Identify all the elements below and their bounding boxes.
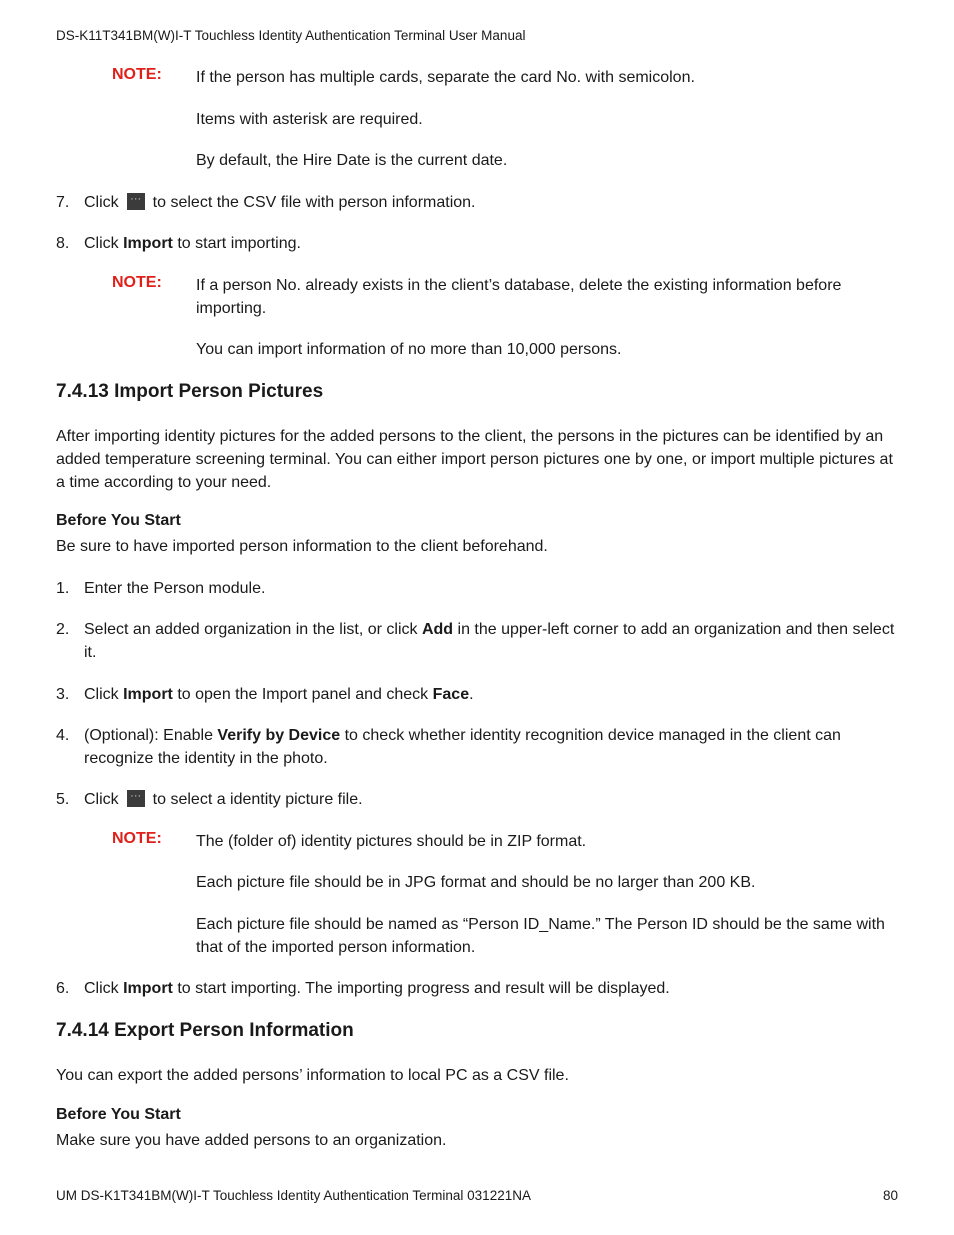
before-you-start-title: Before You Start: [56, 1106, 181, 1123]
step-text: to select a identity picture file.: [152, 791, 363, 808]
step-number: 6.: [56, 980, 70, 997]
step-text: Click: [84, 686, 124, 703]
section-heading: 7.4.14 Export Person Information: [56, 1020, 354, 1041]
step-bold: Import: [123, 686, 173, 703]
step-text: Click: [84, 980, 124, 997]
step-number: 7.: [56, 194, 70, 211]
step-text: to start importing.: [172, 235, 301, 252]
note-line: If the person has multiple cards, separate the card No. with semicolon.: [196, 69, 695, 86]
step-number: 1.: [56, 580, 70, 597]
before-you-start-text: Be sure to have imported person information to the client beforehand.: [56, 538, 548, 555]
step-text: to select the CSV file with person information.: [152, 194, 476, 211]
step-text: .: [469, 686, 474, 703]
step-number: 3.: [56, 686, 70, 703]
step-bold: Verify by Device: [217, 727, 341, 744]
note-line: The (folder of) identity pictures should be in ZIP format.: [196, 833, 587, 850]
page-header: DS-K11T341BM(W)I-T Touchless Identity Authentication Terminal User Manual: [56, 28, 526, 43]
step-bold: Import: [123, 980, 173, 997]
step-text: Enter the Person module.: [84, 580, 266, 597]
note-label: NOTE:: [112, 830, 162, 847]
step-text: to check whether identity recognition device managed in the client can recognize the identity in the photo.: [84, 727, 841, 767]
note-line: Items with asterisk are required.: [196, 111, 423, 128]
step-text: Click: [84, 791, 119, 808]
step-text: to open the Import panel and check: [172, 686, 433, 703]
note-label: NOTE:: [112, 66, 162, 83]
step-bold: Import: [123, 235, 173, 252]
before-you-start-text: Make sure you have added persons to an organization.: [56, 1132, 447, 1149]
step-number: 5.: [56, 791, 70, 808]
browse-button-icon: [127, 193, 145, 210]
step-bold: Add: [421, 621, 454, 638]
page-footer: UM DS-K1T341BM(W)I-T Touchless Identity Authentication Terminal 031221NA: [56, 1188, 531, 1203]
before-you-start-title: Before You Start: [56, 512, 181, 529]
note-label: NOTE:: [112, 274, 162, 291]
note-line: If a person No. already exists in the client’s database, delete the existing information before importing.: [196, 277, 842, 317]
step-text: Click: [84, 235, 124, 252]
step-bold: Face: [432, 686, 470, 703]
section-intro: You can export the added persons’ information to local PC as a CSV file.: [56, 1067, 569, 1084]
note-line: Each picture file should be named as “Person ID_Name.” The Person ID should be the same with that of the imported person information.: [196, 916, 885, 956]
step-number: 4.: [56, 727, 70, 744]
step-text: to start importing. The importing progress and result will be displayed.: [172, 980, 670, 997]
note-line: You can import information of no more than 10,000 persons.: [196, 341, 622, 358]
step-number: 8.: [56, 235, 70, 252]
step-text: (Optional): Enable: [84, 727, 218, 744]
step-text: Select an added organization in the list, or click: [84, 621, 422, 638]
step-text: Click: [84, 194, 119, 211]
section-heading: 7.4.13 Import Person Pictures: [56, 381, 324, 402]
note-line: Each picture file should be in JPG format and should be no larger than 200 KB.: [196, 874, 756, 891]
note-line: By default, the Hire Date is the current date.: [196, 152, 508, 169]
step-text: in the upper-left corner to add an organization and then select it.: [84, 621, 895, 661]
step-number: 2.: [56, 621, 70, 638]
page-number: 80: [882, 1188, 898, 1203]
section-intro: After importing identity pictures for the added persons to the client, the persons in the pictures can be identified by an added temperature screening terminal. You can either import person pictures one by one, or import multiple pictures at a time according to your need.: [56, 428, 893, 491]
browse-button-icon: [127, 790, 145, 807]
